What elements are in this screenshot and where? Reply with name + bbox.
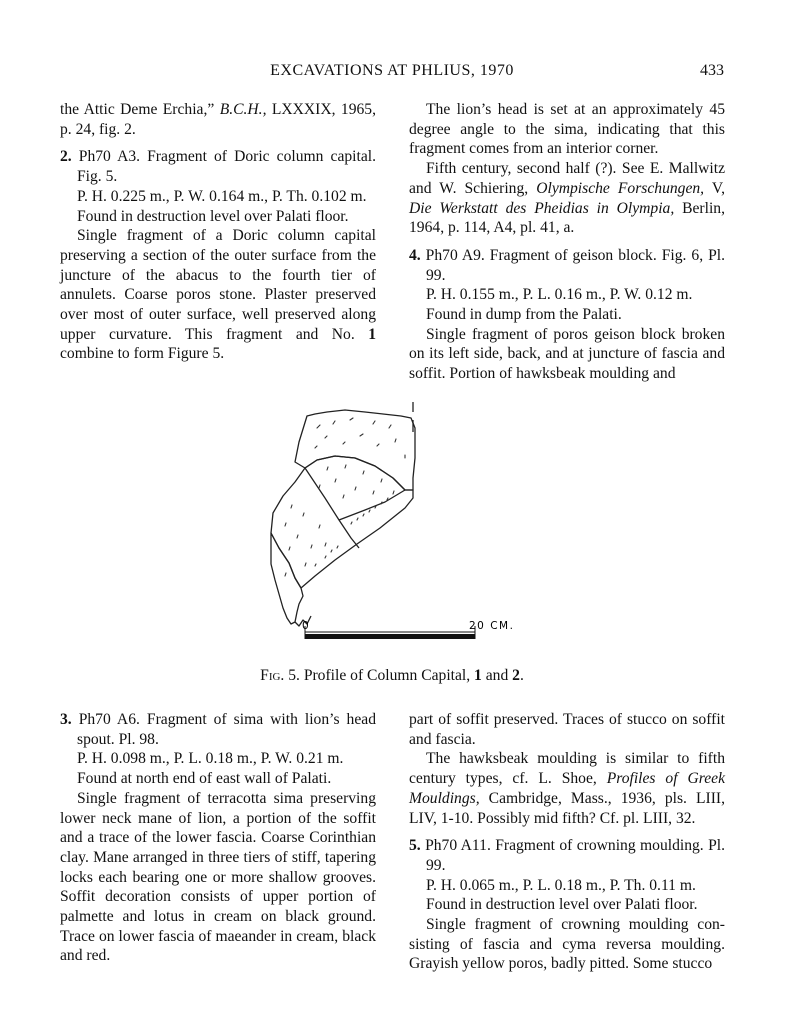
- entry-number: 4.: [409, 246, 421, 264]
- book-title: Die Werkstatt des Pheidias in Olympia,: [409, 199, 675, 217]
- entry-2-heading: [60, 147, 376, 186]
- left-column-bottom: [60, 710, 376, 966]
- entry-4-findspot: Found in dump from the Palati.: [426, 306, 622, 324]
- entry-4-continuation: part of soffit preserved. Traces of stucco on soffit and fascia.: [409, 711, 725, 748]
- scale-label-zero: 0: [302, 620, 311, 632]
- lion-head-paragraph: The lion’s head is set at an approximately 45 degree angle to the sima, indicating that this fragment comes from an interior corner.: [409, 101, 725, 158]
- entry-3-description: Single fragment of terracotta sima preserving lower neck mane of lion, a portion of the soffit and a trace of the lower fascia. Coarse Corinthian clay. Mane arranged in three tiers of stiff, tapering locks each bearing one or more shallow grooves. Soffit decoration consists of upper portion of palmette and lotus in cream on black ground. Trace on lower fascia of maeander in cream, black and red.: [60, 789, 376, 965]
- book-ref: Berlin, 1964, p. 114, A4, pl. 41, a.: [409, 199, 725, 237]
- page-number: 433: [700, 62, 724, 79]
- hawksbeak-paragraph: [409, 749, 725, 828]
- entry-number: 2.: [60, 148, 72, 166]
- scale-label-end: 20 CM.: [469, 620, 515, 632]
- entry-2-description: [60, 226, 376, 364]
- column-capital-profile-drawing: [255, 398, 535, 648]
- figure-caption: [60, 667, 724, 685]
- desc-text: Single fragment of a Doric column capital preserving a section of the outer surface from the juncture of the abacus to the fourth tier of annulets. Coarse poros stone. Plaster preserved over most of outer surface, well preserved along upper curvature. This fragment and No.: [60, 227, 376, 343]
- running-title: EXCAVATIONS AT PHLIUS, 1970: [270, 62, 514, 79]
- citation-continuation: [60, 100, 376, 139]
- entry-5-description: Single fragment of crowning moulding consisting of fascia and cyma reversa moulding. Grayish yellow poros, badly pitted. Some stucco: [409, 916, 725, 973]
- entry-title: Ph70 A6. Fragment of sima with lion’s head spout. Pl. 98.: [71, 711, 376, 748]
- entry-title: Ph70 A9. Fragment of geison block. Fig. 6, Pl. 99.: [420, 246, 725, 284]
- abacus-fragment-outline: [295, 410, 415, 490]
- entry-2-findspot: Found in destruction level over Palati floor.: [77, 207, 349, 225]
- desc-text-end: combine to form Figure 5.: [60, 345, 225, 363]
- entry-3-heading: [60, 710, 376, 749]
- citation-text: the Attic Deme Erchia,”: [60, 101, 220, 118]
- entry-title: Ph70 A11. Fragment of crowning moulding. Pl. 99.: [420, 837, 725, 874]
- series-title: Olympische Forschungen,: [536, 179, 705, 197]
- right-column-bottom: [409, 710, 725, 974]
- dating-text: Fifth century, second half (?). See E. Mallwitz and W. Schiering,: [409, 160, 725, 197]
- citation-journal: B.C.H.,: [219, 101, 267, 118]
- caption-text: Profile of Column Capital,: [299, 667, 475, 684]
- fragment-join-line: [305, 468, 359, 548]
- entry-5-dimensions: P. H. 0.065 m., P. L. 0.18 m., P. Th. 0.11 m.: [426, 876, 696, 894]
- entry-number: 3.: [60, 711, 72, 728]
- book-title: Profiles of Greek Mouldings,: [409, 770, 725, 807]
- caption-and: and: [481, 667, 513, 684]
- entry-3-dimensions: P. H. 0.098 m., P. L. 0.18 m., P. W. 0.21 m.: [77, 750, 344, 768]
- dating-paragraph: [409, 159, 725, 238]
- caption-label: Fig. 5.: [260, 667, 300, 684]
- caption-end: .: [519, 667, 524, 684]
- entry-5-heading: [409, 836, 725, 875]
- volume: V,: [704, 179, 726, 197]
- entry-3-findspot: Found at north end of east wall of Palati.: [77, 770, 332, 788]
- desc-number: 1: [368, 325, 376, 343]
- echinus-fragment-outline: [271, 456, 413, 588]
- figure-5: [255, 398, 535, 648]
- entry-4-heading: [409, 246, 725, 285]
- entry-number: 5.: [409, 837, 421, 855]
- right-column-top: [409, 100, 725, 384]
- left-column-top: [60, 100, 376, 364]
- entry-4-description: Single fragment of poros geison block broken on its left side, back, and at juncture of fascia and soffit. Portion of hawksbeak moulding and: [409, 325, 725, 383]
- scale-bar: [305, 626, 475, 639]
- caption-num-1: 1: [474, 667, 482, 684]
- running-head: [60, 62, 724, 86]
- entry-4-dimensions: P. H. 0.155 m., P. L. 0.16 m., P. W. 0.12 m.: [426, 286, 693, 304]
- caption-num-2: 2: [512, 667, 520, 684]
- hawksbeak-text: The hawksbeak moulding is similar to fifth century types, cf. L. Shoe,: [409, 750, 725, 788]
- citation-ref: LXXXIX, 1965, p. 24, fig. 2.: [60, 101, 376, 138]
- book-ref: Cambridge, Mass., 1936, pls. LIII, LIV, 1-10. Possibly mid fifth? Cf. pl. LIII, 32.: [409, 789, 725, 827]
- annulet-fragment-outline: [271, 533, 303, 624]
- entry-title: Ph70 A3. Fragment of Doric column capital. Fig. 5.: [71, 148, 376, 186]
- entry-5-findspot: Found in destruction level over Palati floor.: [426, 896, 698, 914]
- entry-2-dimensions: P. H. 0.225 m., P. W. 0.164 m., P. Th. 0.102 m.: [77, 187, 367, 205]
